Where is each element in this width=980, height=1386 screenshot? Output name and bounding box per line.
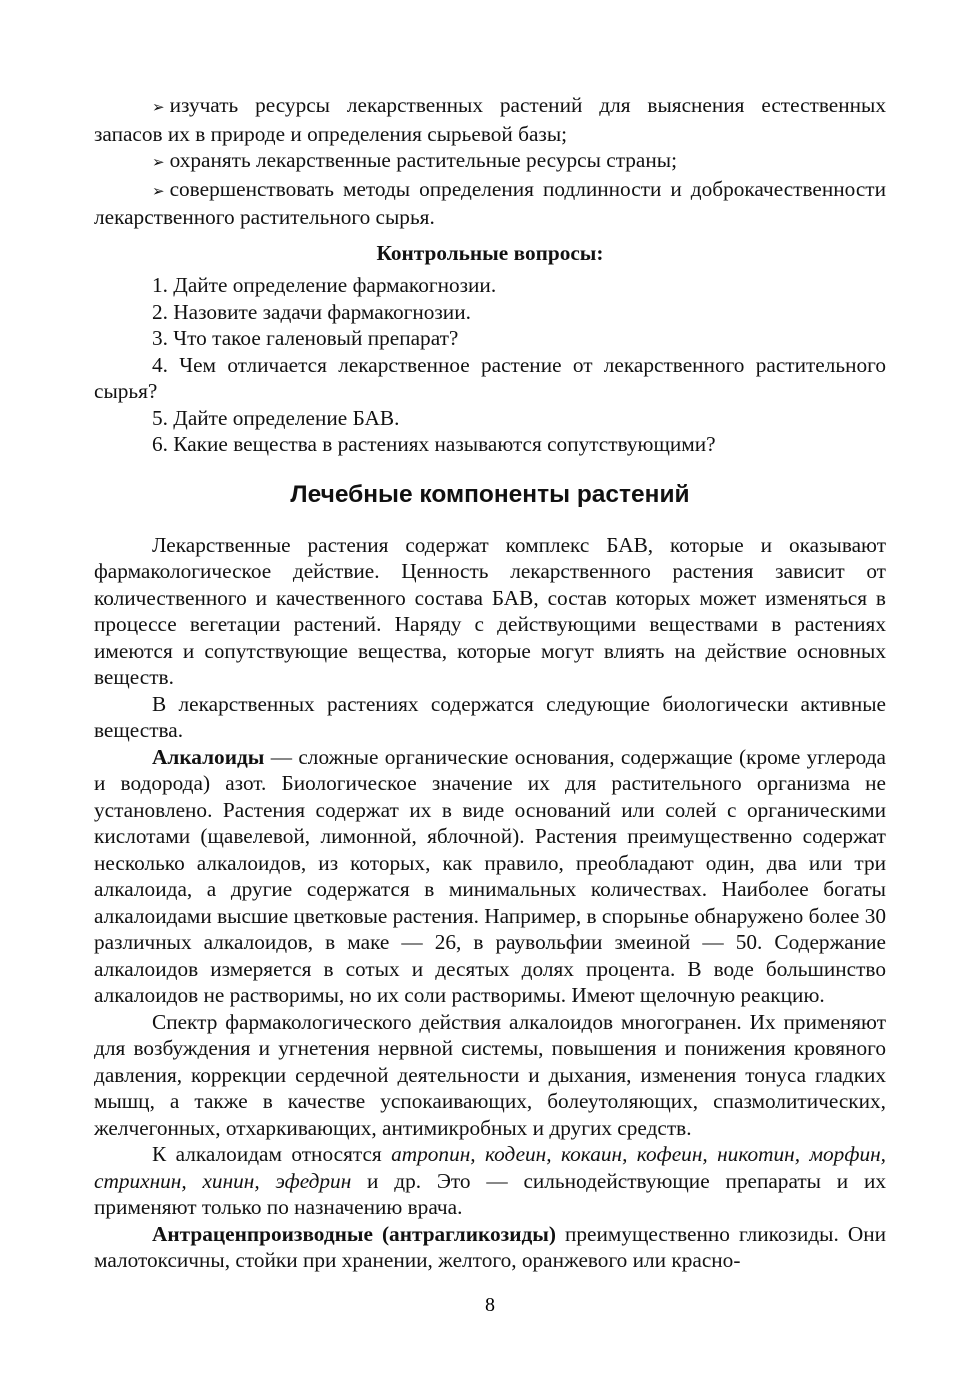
question-item: 6. Какие вещества в растениях называются сопутствующими?: [152, 432, 716, 456]
question-item: 3. Что такое галеновый препарат?: [152, 326, 459, 350]
question-item: 5. Дайте определение БАВ.: [152, 405, 400, 430]
alkaloid-examples: атропин, кодеин, кокаин, кофеин, никотин, морфин, стрихнин, хинин, эфедрин: [94, 1142, 886, 1193]
paragraph-anthracene: [94, 1221, 886, 1274]
paragraph-spectrum: Спектр фармакологического действия алкалоидов многогранен. Их применяют для возбуждения и угнетения нервной системы, повышения и понижения кровяного давления, коррекции сердечной деятельности и дыхания, изменения тонуса гладких мышц, а также в качестве успокаивающих, болеутоляющих, спазмолитических, желчегонных, отхаркивающих, антимикробных и других средств.: [94, 1009, 886, 1140]
paragraph-examples: К алкалоидам относятся атропин, кодеин, кокаин, кофеин, никотин, морфин, стрихнин, хинин, эфедрин и др. Это — сильнодействующие препараты и их применяют только по назначению врача.: [94, 1142, 886, 1219]
question-item: 1. Дайте определение фармакогнозии.: [152, 273, 497, 297]
question-item: 4. Чем отличается лекарственное растение от лекарственного растительного сырья?: [94, 352, 886, 403]
arrowhead-bullet-icon: ➢: [152, 181, 165, 200]
anthracene-definition: преимущественно гликозиды. Они малотоксичны, стойки при хранении, желтого, оранжевого или красно-: [94, 1221, 886, 1272]
bullet-item: ➢ охранять лекарственные растительные ресурсы страны;: [152, 148, 677, 172]
paragraph-bav: В лекарственных растениях содержатся следующие биологически активные вещества.: [94, 691, 886, 742]
alkaloids-definition: — сложные органические основания, содержащие (кроме углерода и водорода) азот. Биологическое значение их для растительного организма не установлено. Растения содержат их в виде оснований или солей с органическими кислотами (щавелевой, лимонной, яблочной). Растения преимущественно содержат несколько алкалоидов, из которых, как правило, преобладают один, два или три алкалоида, а другие содержатся в минимальных количествах. Наиболее богаты алкалоидами высшие цветковые растения. Например, в спорынье обнаружено более 30 различных алкалоидов, в маке — 26, в раувольфии змеиной — 50. Содержание алкалоидов измеряется в сотых и десятых долях процента. В воде большинство алкалоидов не растворимы, но их соли растворимы. Имеют щелочную реакцию.: [94, 744, 886, 1007]
arrowhead-bullet-icon: ➢: [152, 98, 165, 116]
bullet-item: ➢ изучать ресурсы лекарственных растений для выяснения естественных запасов их в природе и определения сырьевой базы;: [94, 93, 886, 146]
paragraph-alkaloids: [94, 744, 886, 1009]
term-anthracene: Антраценпроизводные (антрагликозиды): [152, 1221, 556, 1246]
question-item: 2. Назовите задачи фармакогнозии.: [152, 299, 471, 324]
questions-heading: Контрольные вопросы:: [376, 240, 604, 265]
section-title: Лечебные компоненты растений: [290, 480, 690, 508]
term-alkaloids: Алкалоиды: [152, 744, 265, 769]
bullet-item: ➢ совершенствовать методы определения подлинности и доброкачественности лекарственного растительного сырья.: [94, 176, 886, 229]
paragraph-intro: Лекарственные растения содержат комплекс БАВ, которые и оказывают фармакологическое действие. Ценность лекарственного растения зависит от количественного и качественного состава БАВ, состав которых может изменяться в процессе вегетации растений. Наряду с действующими веществами в растениях имеются и сопутствующие вещества, которые могут влиять на действие основных веществ.: [94, 532, 886, 689]
arrowhead-bullet-icon: ➢: [152, 153, 165, 171]
document-page: [94, 92, 886, 1274]
page-number: 8: [485, 1294, 495, 1316]
